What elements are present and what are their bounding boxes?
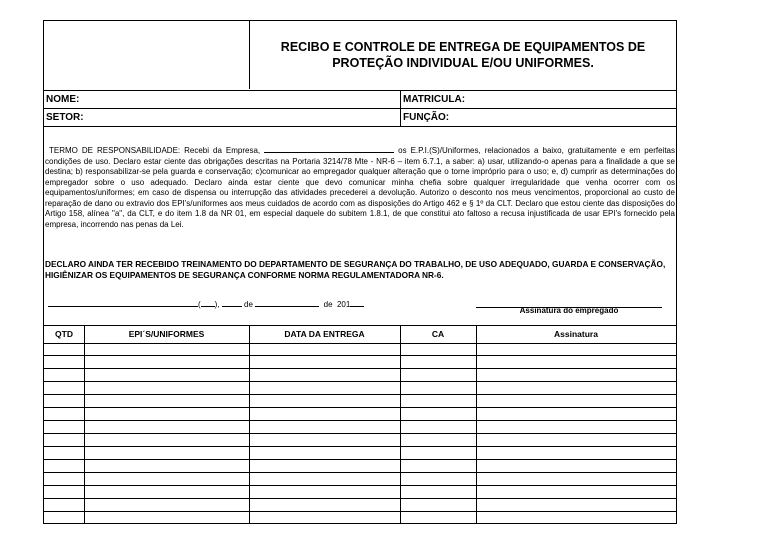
table-row[interactable] (44, 486, 676, 499)
table-row[interactable] (44, 460, 676, 473)
table-row[interactable] (44, 499, 676, 512)
date-line (48, 299, 364, 310)
form-title (250, 39, 676, 71)
epi-delivery-form (43, 20, 677, 524)
table-row[interactable] (44, 408, 676, 421)
table-row[interactable] (44, 473, 676, 486)
year-blank[interactable] (350, 299, 364, 307)
table-row[interactable] (44, 447, 676, 460)
col-header-qtd: QTD (55, 329, 73, 339)
matricula-label: MATRICULA: (403, 94, 466, 105)
city-blank[interactable] (48, 299, 198, 307)
year-prefix: 201 (336, 300, 351, 309)
divider (44, 108, 676, 109)
table-row[interactable] (44, 356, 676, 369)
table-row[interactable] (44, 395, 676, 408)
table-row[interactable] (44, 421, 676, 434)
terms-text-start: TERMO DE RESPONSABILIDADE: Recebi da Empresa, (49, 146, 265, 155)
de-2: de (323, 300, 333, 309)
setor-label: SETOR: (46, 112, 84, 123)
table-row[interactable] (44, 343, 676, 356)
de-1: de (244, 300, 253, 309)
field-divider (400, 90, 401, 127)
col-header-data-entrega: DATA DA ENTREGA (284, 329, 365, 339)
nome-label: NOME: (46, 94, 80, 105)
terms-text-rest: os E.P.I.(S)/Uniformes, relacionados a baixo, gratuitamente e em perfeitas condições de uso. Declaro estar ciente das obrigações descritas na Portaria 3214/78 Mte - NR-6 – item 6.7.1, a saber: a) usar, utilizando-o apenas para a finalidade a que se destina; b) responsabilizar-se pela guarda e conservação; c)comunicar ao empregador qualquer alteração que o torne impróprio para o uso; e, d) cumprir as determinações do empregador sobre o uso adequado. Declaro ainda estar ciente que devo comunicar minha chefia sobre qualquer irregularidade que venha ocorrer com os equipamentos/uniformes; em caso de dispensa ou interrupção das atividades precederei a devolução. Autorizo o desconto nos meus vencimentos, proporcional ao custo de reparação de dano ou extravio dos EPI's/uniformes aos meus cuidados de acordo com as disposições do Artigo 462 e § 1º da CLT. Declaro que estou ciente das disposições do Artigo 158, alínea "a", da CLT, e do item 1.8 da NR 01, em especial daquele do subitem 1.8.1, de que constitui ato faltoso a recusa injustificada de usar EPI's fornecido pela empresa, incorrendo nas penas da Lei. (45, 146, 675, 229)
signature-label: Assinatura do empregado (519, 306, 619, 315)
paren-close: ), (214, 300, 220, 309)
title-line-1: RECIBO E CONTROLE DE ENTREGA DE EQUIPAMENTOS DE (280, 40, 646, 54)
col-header-assinatura: Assinatura (554, 329, 598, 339)
paren-open: ( (198, 300, 201, 309)
table-row[interactable] (44, 369, 676, 382)
training-declaration: DECLARO AINDA TER RECEBIDO TREINAMENTO DO DEPARTAMENTO DE SEGURANÇA DO TRABALHO, DE USO ADEQUADO, GUARDA E CONSERVAÇÃO, HIGIÊNIZAR OS EQUIPAMENTOS DE SEGURANÇA CONFORME NORMA REGULAMENTADORA NR-6. (45, 259, 666, 280)
table-row[interactable] (44, 382, 676, 395)
divider (44, 90, 676, 91)
company-name-blank[interactable] (264, 145, 394, 153)
funcao-label: FUNÇÃO: (403, 112, 450, 123)
col-header-epi: EPI´S/UNIFORMES (128, 329, 205, 339)
state-blank[interactable] (201, 299, 215, 307)
day-blank[interactable] (222, 299, 242, 307)
table-row[interactable] (44, 434, 676, 447)
col-header-ca: CA (431, 329, 445, 339)
table-row[interactable] (44, 512, 676, 525)
title-line-2: PROTEÇÃO INDIVIDUAL E/OU UNIFORMES. (332, 56, 594, 70)
responsibility-terms (45, 145, 675, 230)
divider (44, 126, 676, 127)
month-blank[interactable] (255, 299, 319, 307)
